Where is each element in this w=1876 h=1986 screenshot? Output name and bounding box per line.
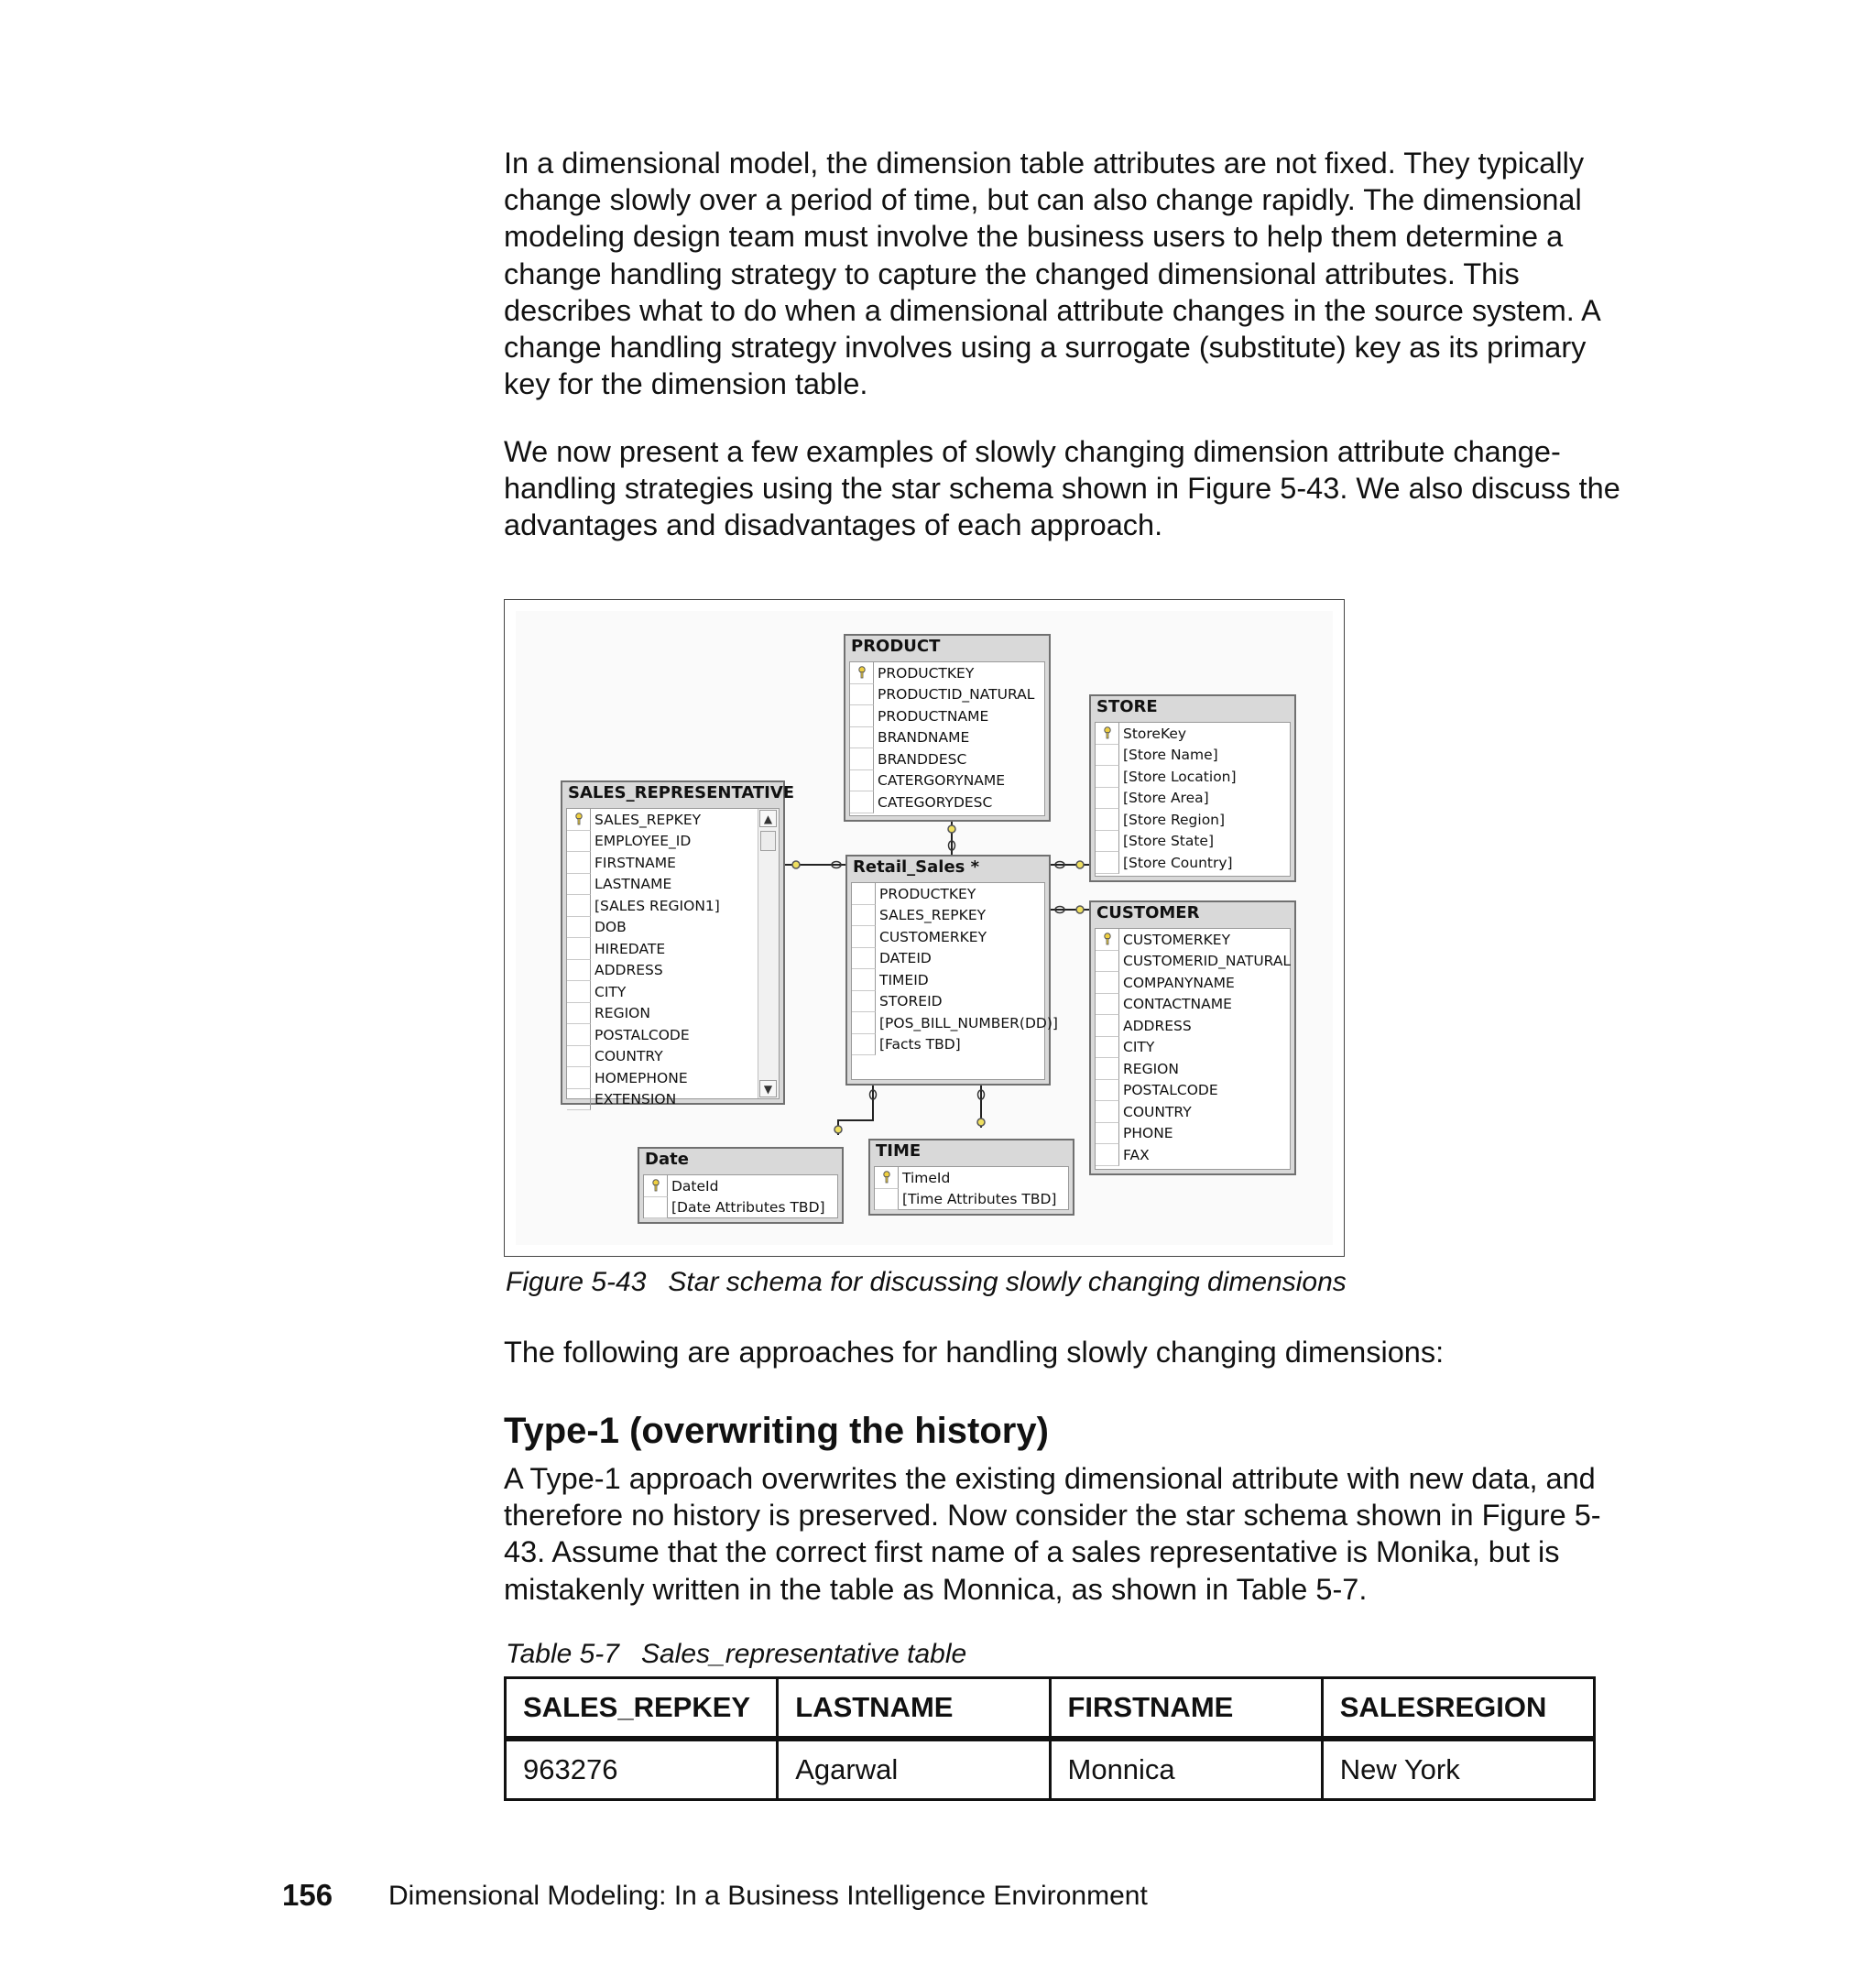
store-table[interactable] — [1089, 694, 1296, 882]
table-cell: 963276 — [506, 1739, 778, 1800]
customer-column-row: FAX — [1096, 1144, 1290, 1166]
customer-column-row: CUSTOMERID_NATURAL — [1096, 951, 1290, 973]
page-number: 156 — [282, 1878, 333, 1912]
product-column-row: BRANDNAME — [850, 727, 1044, 749]
retail-sales-fact-table[interactable] — [845, 855, 1058, 1086]
product-column-row: BRANDDESC — [850, 748, 1044, 770]
time-column-row: TimeId — [875, 1167, 1068, 1189]
product-table-title: PRODUCT — [851, 637, 941, 656]
store-table-body — [1095, 722, 1291, 877]
primary-key-icon — [1096, 929, 1119, 951]
sales-rep-column-row: HIREDATE — [567, 938, 779, 960]
time-table[interactable] — [868, 1139, 1074, 1216]
product-column-row: PRODUCTNAME — [850, 705, 1044, 727]
sales-rep-column-row: COUNTRY — [567, 1046, 779, 1068]
customer-column-row: CITY — [1096, 1037, 1290, 1059]
customer-column-row: CONTACTNAME — [1096, 994, 1290, 1016]
product-column-row: CATERGORYNAME — [850, 770, 1044, 792]
column-header: SALESREGION — [1322, 1678, 1594, 1740]
sales-representative-table-body — [566, 808, 780, 1108]
retail-sales-column-row: CUSTOMERKEY — [852, 926, 1044, 948]
customer-table-title: CUSTOMER — [1096, 903, 1200, 922]
customer-table[interactable] — [1089, 900, 1296, 1175]
customer-column-row: COMPANYNAME — [1096, 972, 1290, 994]
time-table-title: TIME — [876, 1141, 922, 1161]
product-column-row: PRODUCTID_NATURAL — [850, 684, 1044, 706]
column-header: SALES_REPKEY — [506, 1678, 778, 1740]
table-cell: Agarwal — [778, 1739, 1050, 1800]
table-cell: New York — [1322, 1739, 1594, 1800]
primary-key-icon — [850, 662, 874, 684]
store-column-row: [Store Region] — [1096, 809, 1290, 831]
date-column-row: DateId — [644, 1175, 837, 1197]
examples-paragraph: We now present a few examples of slowly changing dimension attribute change-handling strategies using the star schema shown in Figure 5-43. We also discuss the advantages and disadvantages of each approach. — [504, 435, 1620, 542]
retail-sales-column-row: [POS_BILL_NUMBER(DD)] — [852, 1012, 1044, 1034]
sales-rep-column-row: HOMEPHONE — [567, 1067, 779, 1089]
sales-rep-column-row: FIRSTNAME — [567, 852, 779, 874]
primary-key-icon — [567, 809, 591, 831]
figure-caption — [506, 1267, 1347, 1298]
customer-column-row: CUSTOMERKEY — [1096, 929, 1290, 951]
date-table-body — [643, 1174, 838, 1218]
store-column-row: StoreKey — [1096, 723, 1290, 745]
sales-rep-column-row: [SALES REGION1] — [567, 895, 779, 917]
section-heading: Type-1 (overwriting the history) — [504, 1411, 1049, 1451]
table-cell: Monnica — [1050, 1739, 1322, 1800]
customer-column-row: POSTALCODE — [1096, 1080, 1290, 1102]
primary-key-icon — [1096, 723, 1119, 745]
customer-column-row: PHONE — [1096, 1123, 1290, 1145]
figure-label: Figure 5-43 — [506, 1267, 647, 1297]
sales-rep-column-row: EMPLOYEE_ID — [567, 831, 779, 853]
sales-representative-table-title: SALES_REPRESENTATIVE — [568, 783, 795, 802]
customer-table-body — [1095, 928, 1291, 1170]
scroll-down-arrow-icon[interactable]: ▼ — [759, 1080, 777, 1097]
scroll-up-arrow-icon[interactable]: ▲ — [759, 810, 777, 827]
store-table-title: STORE — [1096, 697, 1158, 716]
retail-sales-table-body — [851, 882, 1058, 1080]
star-schema-figure — [504, 599, 1345, 1257]
product-table-body — [849, 661, 1045, 816]
date-column-row: [Date Attributes TBD] — [644, 1197, 837, 1219]
customer-column-row: ADDRESS — [1096, 1015, 1290, 1037]
table-caption-text: Sales_representative table — [640, 1639, 967, 1669]
column-header: LASTNAME — [778, 1678, 1050, 1740]
sales-rep-scrollbar[interactable] — [758, 809, 779, 1098]
sales-rep-column-row: REGION — [567, 1003, 779, 1025]
store-column-row: [Store Location] — [1096, 766, 1290, 788]
sales-rep-column-row: DOB — [567, 917, 779, 939]
retail-sales-column-row: PRODUCTKEY — [852, 883, 1044, 905]
date-table[interactable] — [638, 1147, 844, 1224]
retail-sales-column-row: SALES_REPKEY — [852, 905, 1044, 927]
time-table-body — [874, 1166, 1069, 1210]
sales-representative-data-table — [504, 1676, 1596, 1801]
intro-paragraph: In a dimensional model, the dimension table attributes are not fixed. They typically change slowly over a period of time, but can also change rapidly. The dimensional modeling design team must involve the business users to help them determine a change handling strategy to capture the changed dimensional attributes. This describes what to do when a dimensional attribute changes in the source system. A change handling strategy involves using a surrogate (substitute) key as its primary key for the dimension table. — [504, 147, 1599, 401]
table-header-row — [506, 1678, 1595, 1740]
sales-rep-column-row: ADDRESS — [567, 960, 779, 982]
scroll-thumb[interactable] — [760, 831, 776, 851]
retail-sales-table-title: Retail_Sales * — [853, 857, 980, 877]
book-title: Dimensional Modeling: In a Business Intelligence Environment — [388, 1881, 1148, 1911]
store-column-row: [Store State] — [1096, 831, 1290, 853]
product-table[interactable] — [844, 634, 1051, 822]
sales-rep-column-row: EXTENSION — [567, 1089, 779, 1111]
retail-sales-column-row: DATEID — [852, 948, 1044, 970]
table-label: Table 5-7 — [506, 1639, 619, 1669]
product-column-row: CATEGORYDESC — [850, 791, 1044, 813]
product-column-row: PRODUCTKEY — [850, 662, 1044, 684]
retail-sales-column-row: [Facts TBD] — [852, 1034, 1044, 1056]
time-column-row: [Time Attributes TBD] — [875, 1189, 1068, 1211]
sales-rep-column-row: LASTNAME — [567, 874, 779, 896]
sales-rep-column-row: POSTALCODE — [567, 1024, 779, 1046]
primary-key-icon — [644, 1175, 668, 1197]
date-table-title: Date — [645, 1150, 689, 1169]
column-header: FIRSTNAME — [1050, 1678, 1322, 1740]
retail-sales-column-row: STOREID — [852, 991, 1044, 1013]
figure-caption-text: Star schema for discussing slowly changing dimensions — [668, 1267, 1347, 1297]
customer-column-row: REGION — [1096, 1058, 1290, 1080]
table-row — [506, 1739, 1595, 1800]
retail-sales-column-row: TIMEID — [852, 969, 1044, 991]
primary-key-icon — [875, 1167, 899, 1189]
sales-rep-column-row: CITY — [567, 981, 779, 1003]
store-column-row: [Store Country] — [1096, 852, 1290, 874]
store-column-row: [Store Area] — [1096, 788, 1290, 810]
store-column-row: [Store Name] — [1096, 745, 1290, 767]
approaches-paragraph: The following are approaches for handling slowly changing dimensions: — [504, 1336, 1445, 1369]
type1-paragraph: A Type-1 approach overwrites the existing dimensional attribute with new data, and therefore no history is preserved. Now consider the star schema shown in Figure 5-43. Assume that the correct first name of a sales representative is Monika, but is mistakenly written in the table as Monnica, as shown in Table 5-7. — [504, 1462, 1601, 1606]
customer-column-row: COUNTRY — [1096, 1101, 1290, 1123]
sales-representative-table[interactable] — [561, 780, 795, 1108]
sales-rep-column-row: SALES_REPKEY — [567, 809, 779, 831]
table-caption — [506, 1639, 966, 1670]
